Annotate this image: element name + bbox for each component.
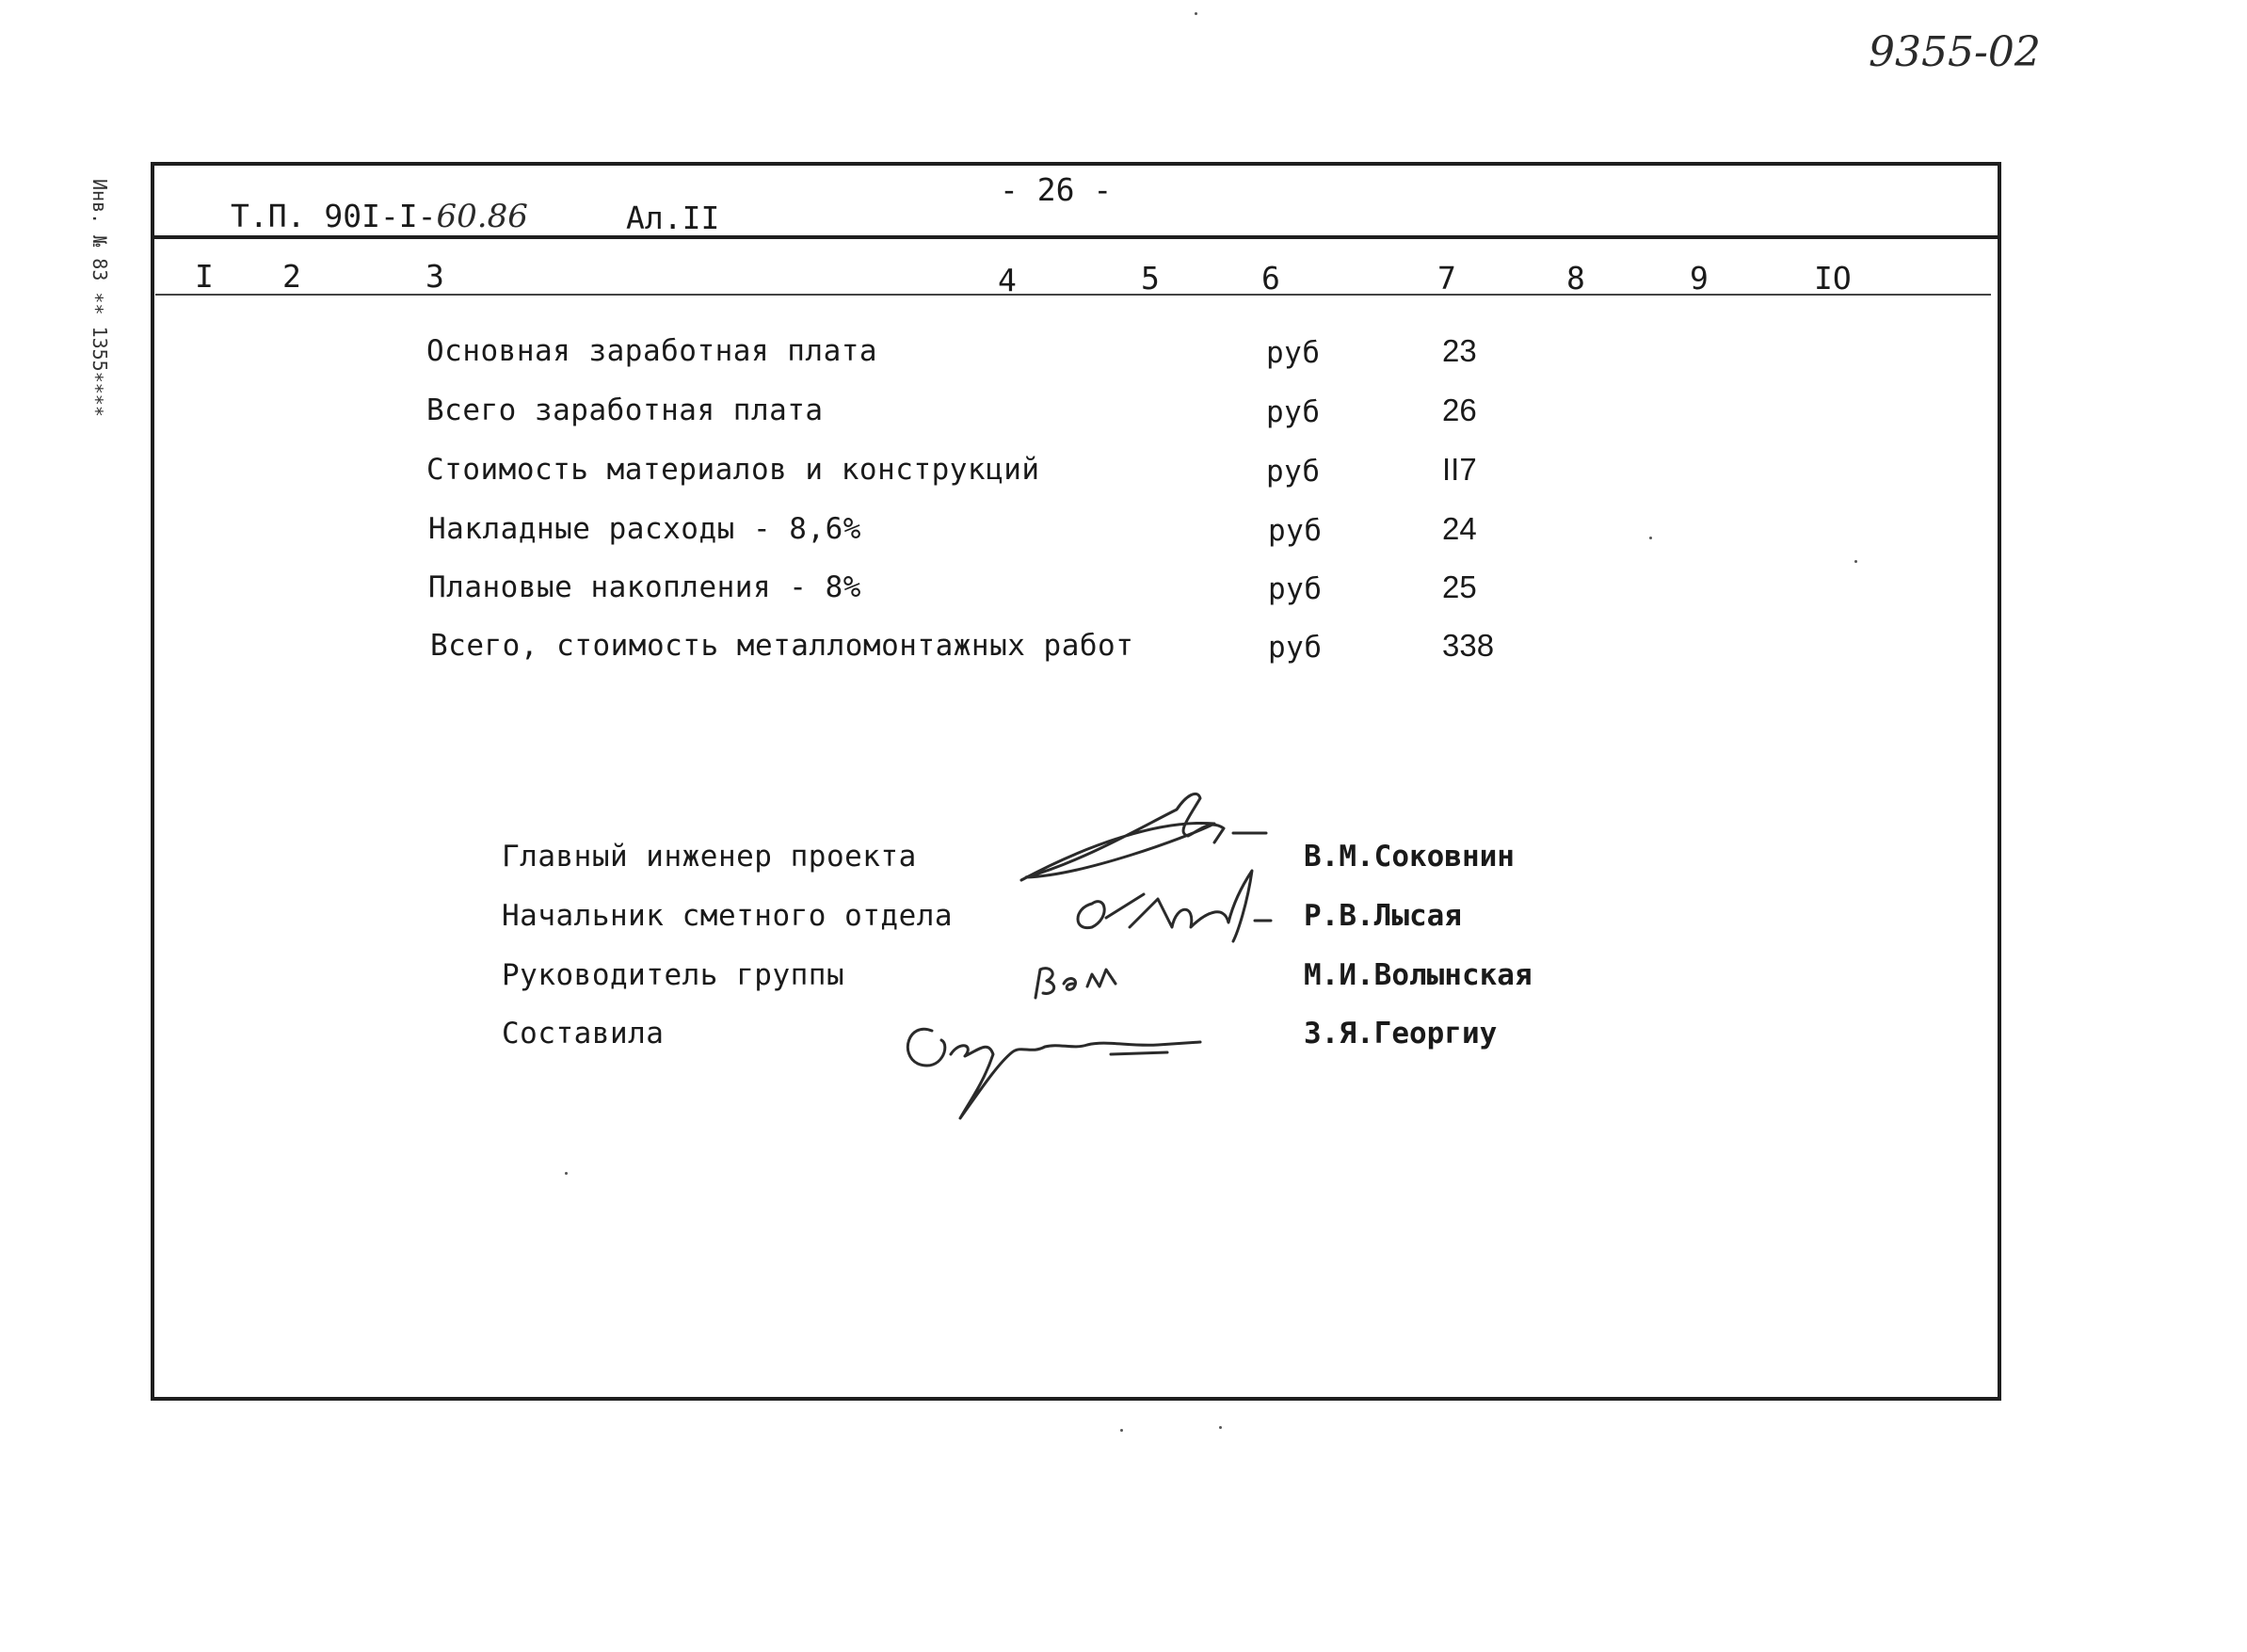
- row-value: II7: [1442, 452, 1477, 487]
- row-name: Основная заработная плата: [426, 334, 878, 368]
- signature-scribble-2: [1078, 871, 1252, 941]
- corner-code: 9355-02: [1869, 28, 2041, 76]
- row-value: 23: [1442, 333, 1477, 368]
- signature-name: З.Я.Георгиу: [1304, 1017, 1498, 1051]
- row-unit: руб: [1268, 514, 1323, 548]
- row-name: Накладные расходы - 8,6%: [428, 512, 861, 546]
- scan-speck: [1854, 560, 1857, 563]
- row-value: 25: [1442, 569, 1477, 604]
- row-name: Всего заработная плата: [426, 393, 824, 427]
- column-number: 2: [282, 258, 301, 295]
- side-stamp: Инв. № 83 ∗∗ 1355∗∗∗∗: [88, 179, 111, 417]
- scan-speck: [1120, 1429, 1123, 1432]
- row-unit: руб: [1266, 395, 1321, 429]
- row-name: Плановые накопления - 8%: [428, 570, 861, 604]
- signature-role: Руководитель группы: [502, 958, 845, 992]
- signature-role: Составила: [502, 1017, 665, 1051]
- column-number: 8: [1566, 260, 1585, 297]
- signature-role: Главный инженер проекта: [502, 840, 917, 874]
- column-number: 7: [1437, 260, 1456, 297]
- row-value: 338: [1442, 628, 1495, 663]
- column-number: 3: [425, 258, 444, 295]
- project-code-handwritten: 60.86: [436, 198, 528, 235]
- column-number: I: [195, 258, 214, 295]
- project-code-print: Т.П. 90I-I-: [231, 198, 437, 234]
- album-label: Ал.II: [626, 200, 720, 236]
- column-number: 5: [1141, 260, 1160, 297]
- column-number: IO: [1814, 260, 1852, 297]
- scan-speck: [1219, 1426, 1222, 1429]
- scan-speck: [1649, 537, 1652, 539]
- row-value: 24: [1442, 511, 1477, 546]
- scan-speck: [565, 1172, 568, 1175]
- row-value: 26: [1442, 393, 1477, 427]
- signature-scribble-4: [907, 1029, 1200, 1118]
- row-unit: руб: [1266, 336, 1321, 370]
- row-unit: руб: [1268, 572, 1323, 606]
- signature-role: Начальник сметного отдела: [502, 899, 954, 933]
- page-number: - 26 -: [1000, 171, 1113, 208]
- row-name: Стоимость материалов и конструкций: [426, 453, 1040, 487]
- row-unit: руб: [1266, 455, 1321, 489]
- signature-scribble-3: [1035, 969, 1115, 998]
- signature-name: Р.В.Лысая: [1304, 899, 1462, 933]
- signature-scribble-1: [1021, 794, 1224, 880]
- column-number: 9: [1690, 260, 1709, 297]
- signature-name: М.И.Волынская: [1304, 958, 1533, 992]
- column-number: 4: [998, 262, 1017, 298]
- column-number: 6: [1261, 260, 1280, 297]
- row-unit: руб: [1268, 631, 1323, 665]
- signature-name: В.М.Соковнин: [1304, 840, 1515, 874]
- scan-speck: [1195, 12, 1197, 15]
- row-name: Всего, стоимость металломонтажных работ: [430, 629, 1134, 663]
